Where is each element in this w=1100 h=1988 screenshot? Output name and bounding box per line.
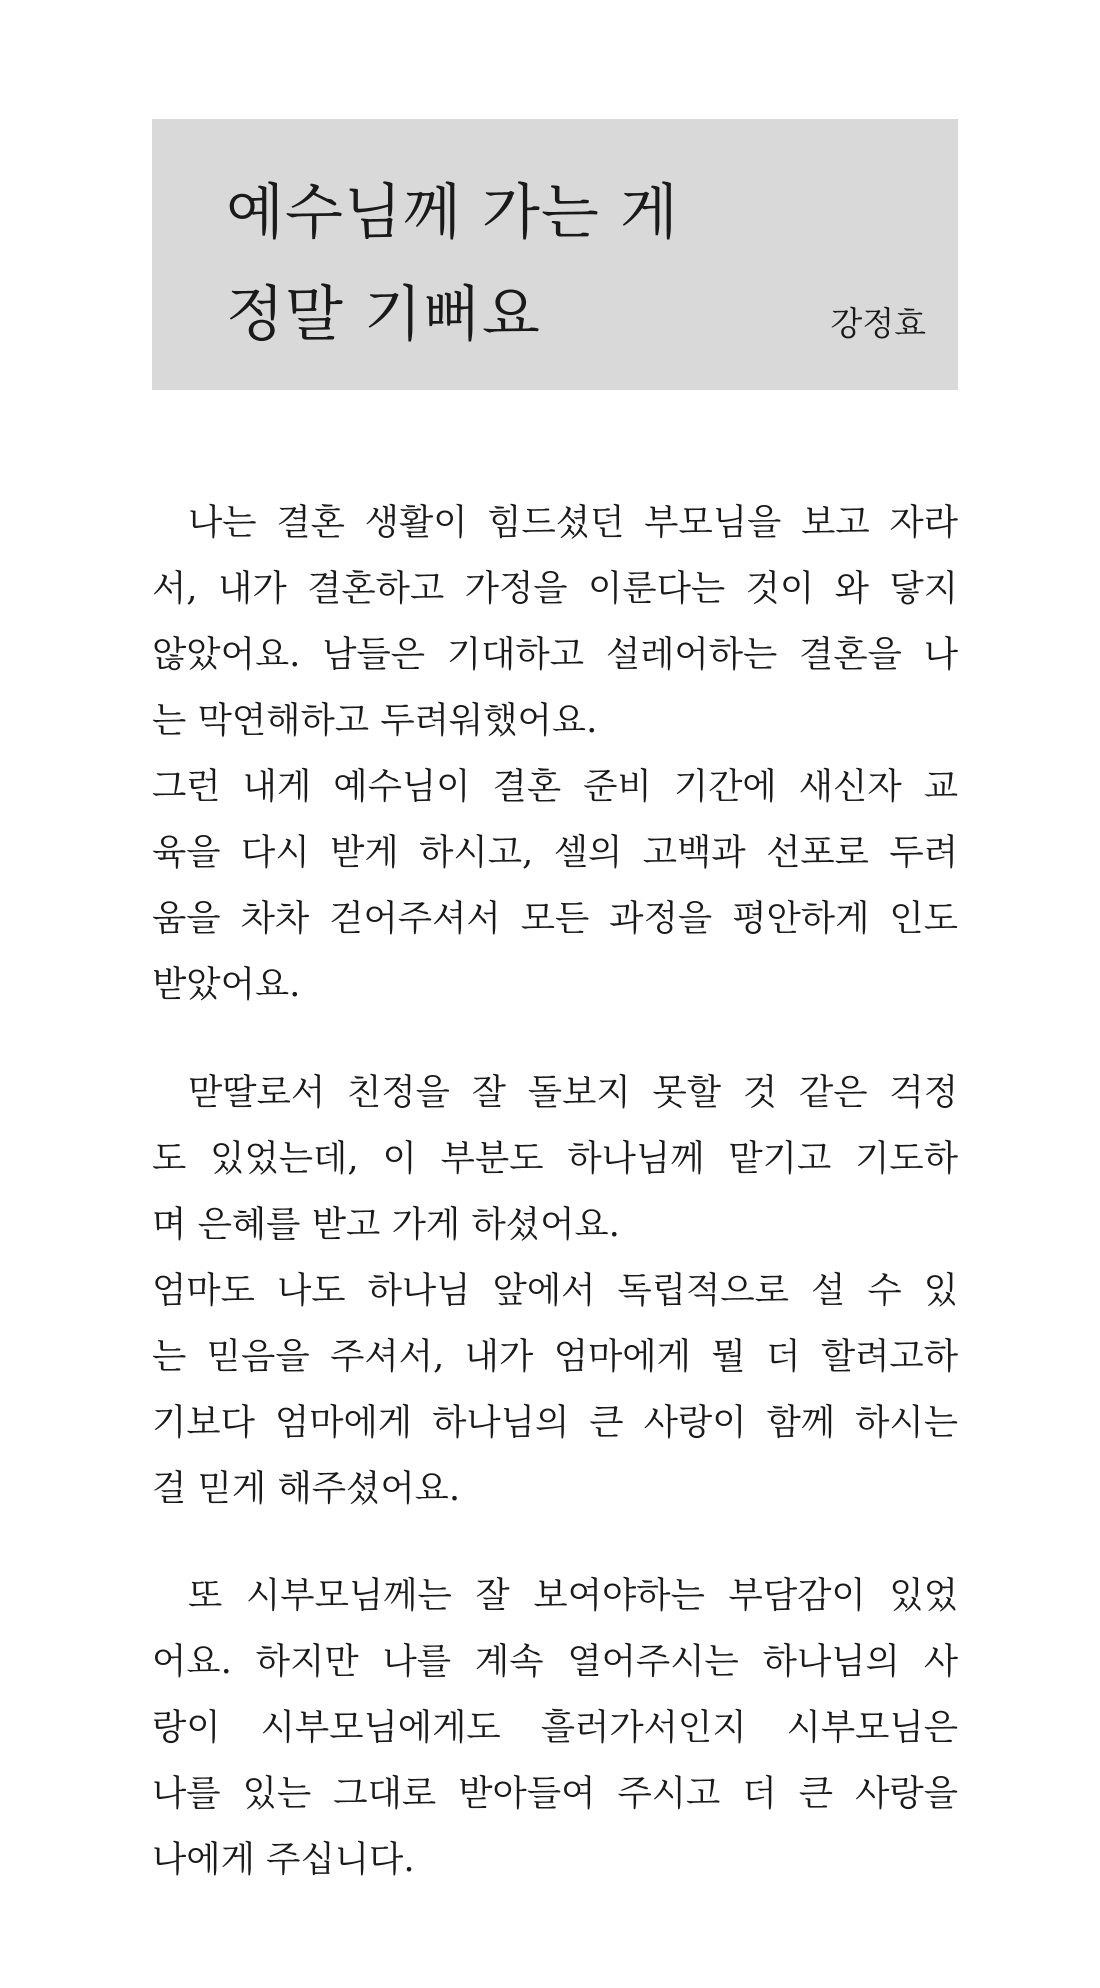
text-line: 서, 내가 결혼하고 가정을 이룬다는 것이 와 닿지 [152, 568, 958, 609]
text-line: 또 시부모님께는 잘 보여야하는 부담감이 있었 [188, 1575, 958, 1616]
paragraph-3 [152, 1563, 958, 1893]
text-line: 움을 차차 걷어주셔서 모든 과정을 평안하게 인도 [152, 898, 958, 939]
text-line: 나는 결혼 생활이 힘드셨던 부모님을 보고 자라 [188, 502, 958, 543]
text-line: 받았어요. [152, 964, 301, 1005]
text-line: 나를 있는 그대로 받아들여 주시고 더 큰 사랑을 [152, 1773, 958, 1814]
paragraph-1 [152, 490, 958, 1018]
text-line: 육을 다시 받게 하시고, 셀의 고백과 선포로 두려 [152, 832, 958, 873]
text-line: 엄마도 나도 하나님 앞에서 독립적으로 설 수 있 [152, 1270, 958, 1311]
text-line: 맏딸로서 친정을 잘 돌보지 못할 것 같은 걱정 [188, 1072, 958, 1113]
text-line: 그런 내게 예수님이 결혼 준비 기간에 새신자 교 [152, 766, 958, 807]
text-line: 는 막연해하고 두려워했어요. [152, 700, 598, 741]
text-line: 나에게 주십니다. [152, 1839, 415, 1880]
title-box [152, 119, 958, 390]
title-line-2: 정말 기뻐요 [226, 280, 541, 350]
paragraph-2 [152, 1060, 958, 1522]
text-line: 며 은혜를 받고 가게 하셨어요. [152, 1204, 620, 1245]
text-line: 랑이 시부모님에게도 흘러가서인지 시부모님은 [152, 1707, 958, 1748]
author-name: 강정효 [830, 304, 926, 343]
text-line: 기보다 엄마에게 하나님의 큰 사랑이 함께 하시는 [152, 1402, 958, 1443]
text-line: 어요. 하지만 나를 계속 열어주시는 하나님의 사 [152, 1641, 958, 1682]
text-line: 도 있었는데, 이 부분도 하나님께 맡기고 기도하 [152, 1138, 958, 1179]
text-line: 는 믿음을 주셔서, 내가 엄마에게 뭘 더 할려고하 [152, 1336, 958, 1377]
text-line: 걸 믿게 해주셨어요. [152, 1468, 461, 1509]
text-line: 않았어요. 남들은 기대하고 설레어하는 결혼을 나 [152, 634, 958, 675]
title-line-1: 예수님께 가는 게 [226, 178, 679, 248]
